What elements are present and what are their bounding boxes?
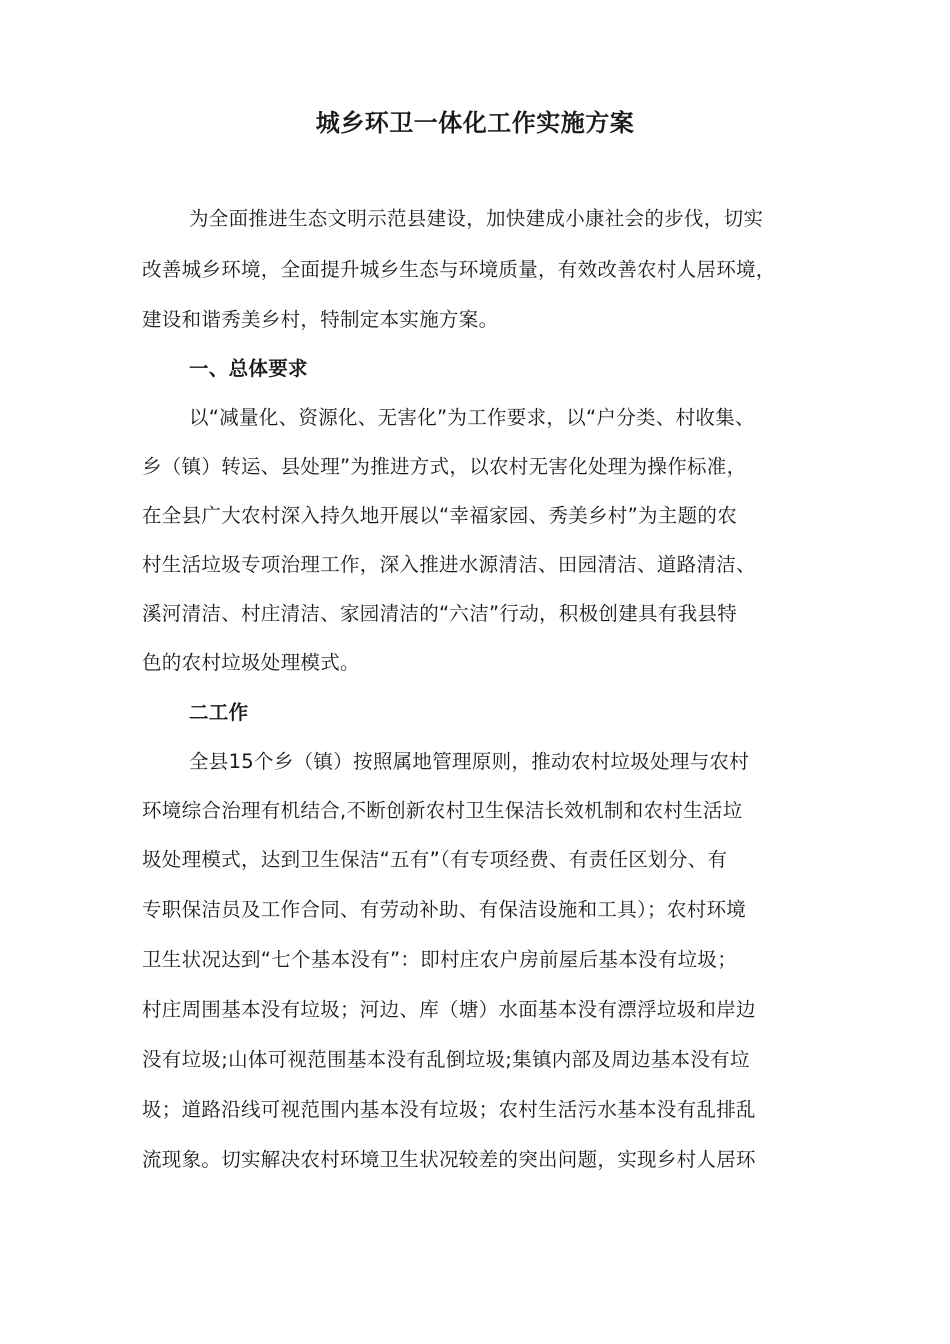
paragraph-line: 专职保洁员及工作合同、有劳动补助、有保洁设施和工具）；农村环境 [142, 898, 747, 921]
paragraph-line: 改善城乡环境，全面提升城乡生态与环境质量，有效改善农村人居环境， [142, 258, 776, 281]
section-heading: 二工作 [189, 701, 249, 724]
paragraph-line: 建设和谐秀美乡村，特制定本实施方案。 [142, 308, 499, 331]
paragraph-line: 流现象。切实解决农村环境卫生状况较差的突出问题，实现乡村人居环 [142, 1148, 756, 1171]
paragraph-line: 全县15个乡（镇）按照属地管理原则，推动农村垃圾处理与农村 [189, 750, 750, 773]
paragraph-line: 色的农村垃圾处理模式。 [142, 651, 360, 674]
paragraph-line: 圾处理模式，达到卫生保洁“五有”（有专项经费、有责任区划分、有 [142, 848, 728, 871]
section-heading: 一、总体要求 [189, 357, 308, 380]
paragraph-line: 没有垃圾;山体可视范围基本没有乱倒垃圾;集镇内部及周边基本没有垃 [142, 1048, 750, 1071]
paragraph-line: 在全县广大农村深入持久地开展以“幸福家园、秀美乡村”为主题的农 [142, 504, 738, 527]
paragraph-line: 溪河清洁、村庄清洁、家园清洁的“六洁”行动，积极创建具有我县特 [142, 602, 738, 625]
paragraph-line: 圾；道路沿线可视范围内基本没有垃圾；农村生活污水基本没有乱排乱 [142, 1098, 756, 1121]
paragraph-line: 村生活垃圾专项治理工作，深入推进水源清洁、田园清洁、道路清洁、 [142, 553, 756, 576]
paragraph-line: 卫生状况达到“七个基本没有”：即村庄农户房前屋后基本没有垃圾； [142, 948, 738, 971]
paragraph-line: 村庄周围基本没有垃圾；河边、库（塘）水面基本没有漂浮垃圾和岸边 [142, 998, 756, 1021]
paragraph-line: 以“减量化、资源化、无害化”为工作要求，以“户分类、村收集、 [189, 406, 755, 429]
paragraph-line: 为全面推进生态文明示范县建设，加快建成小康社会的步伐，切实 [189, 207, 764, 230]
document-title: 城乡环卫一体化工作实施方案 [315, 109, 635, 137]
paragraph-line: 乡（镇）转运、县处理”为推进方式，以农村无害化处理为操作标准， [142, 455, 747, 478]
paragraph-line: 环境综合治理有机结合,不断创新农村卫生保洁长效机制和农村生活垃 [142, 799, 743, 822]
